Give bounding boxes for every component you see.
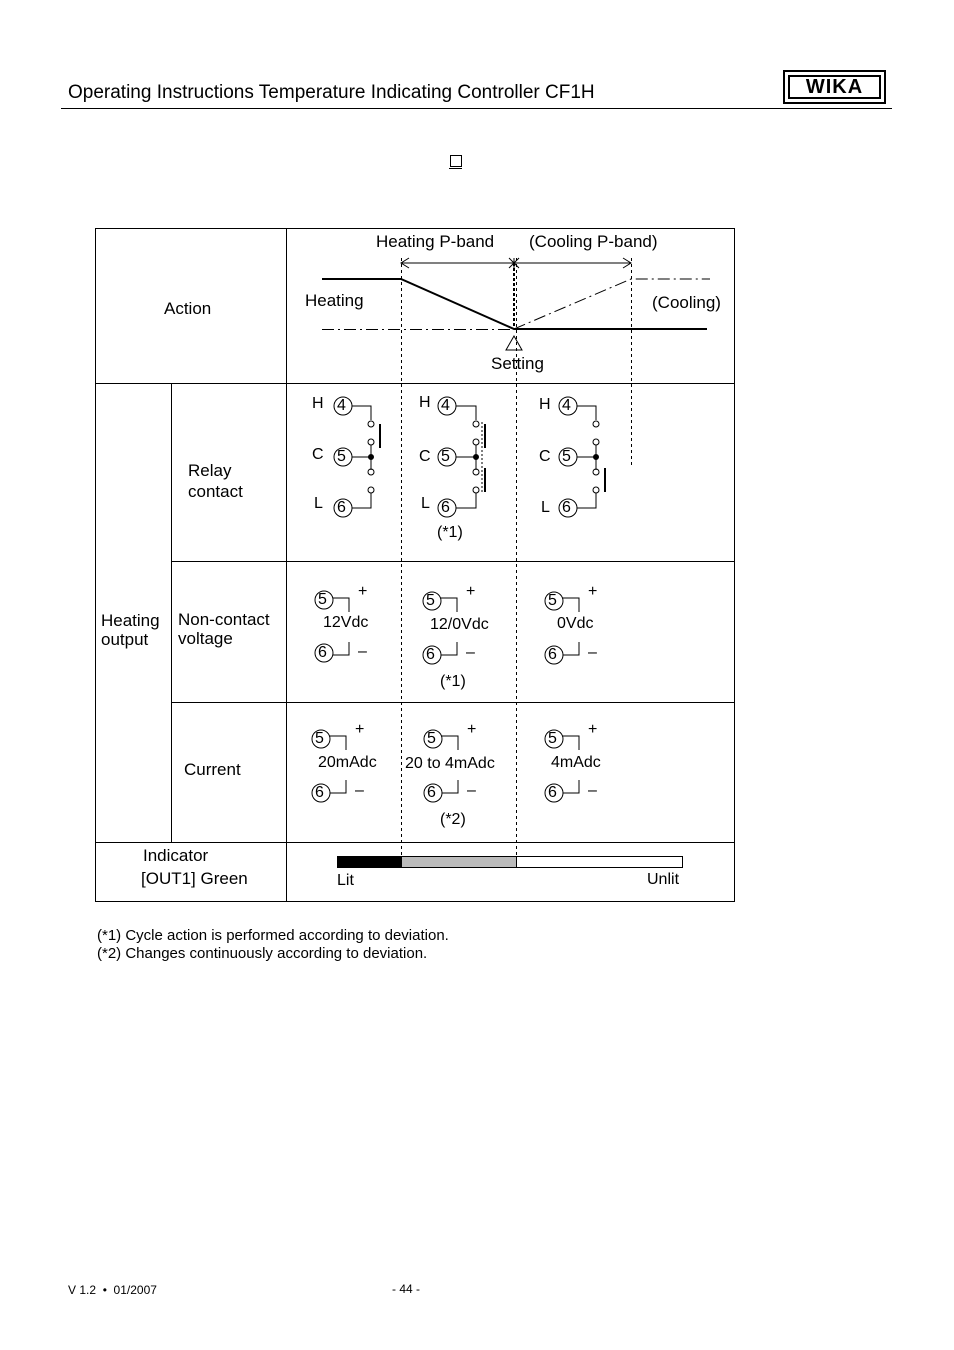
cooling-pband-label: (Cooling P-band) — [529, 232, 658, 251]
relay-note: (*1) — [437, 524, 463, 541]
voltage-value: 12/0Vdc — [430, 616, 489, 633]
heating-curve-label: Heating — [305, 291, 364, 310]
indicator-cycle-segment — [402, 857, 517, 868]
plus-sign: + — [588, 721, 598, 738]
terminal-6: 6 — [426, 646, 435, 663]
terminal-5: 5 — [337, 448, 346, 465]
minus-sign: – — [466, 644, 475, 661]
note-2: (*2) Changes continuously according to deviation. — [97, 945, 428, 962]
relay-contact-label: Relay contact — [188, 461, 243, 501]
terminal-h-label: H — [539, 396, 551, 413]
terminal-l-label: L — [314, 495, 323, 512]
terminal-h-label: H — [419, 394, 431, 411]
terminal-4: 4 — [337, 397, 346, 414]
terminal-6: 6 — [548, 784, 557, 801]
document-title: Operating Instructions Temperature Indicating Controller CF1H — [68, 82, 595, 103]
terminal-6: 6 — [441, 499, 450, 516]
terminal-4: 4 — [562, 397, 571, 414]
plus-sign: + — [467, 721, 477, 738]
terminal-c-label: C — [539, 448, 551, 465]
terminal-h-label: H — [312, 395, 324, 412]
current-label: Current — [184, 760, 241, 779]
terminal-6: 6 — [318, 644, 327, 661]
minus-sign: – — [588, 782, 597, 799]
indicator-lit-segment — [338, 857, 402, 868]
indicator-label: Indicator — [143, 846, 209, 865]
terminal-5: 5 — [318, 591, 327, 608]
logo-text: WIKA — [805, 75, 864, 98]
minus-sign: – — [355, 782, 364, 799]
unlit-label: Unlit — [647, 871, 680, 888]
note-1: (*1) Cycle action is performed according to deviation. — [97, 927, 449, 944]
plus-sign: + — [588, 583, 598, 600]
terminal-5: 5 — [441, 448, 450, 465]
terminal-5: 5 — [562, 448, 571, 465]
current-value: 20mAdc — [318, 754, 377, 771]
indicator-sublabel: [OUT1] Green — [141, 869, 248, 888]
minus-sign: – — [467, 782, 476, 799]
terminal-4: 4 — [441, 397, 450, 414]
cooling-curve-label: (Cooling) — [652, 293, 721, 312]
terminal-6: 6 — [562, 499, 571, 516]
terminal-l-label: L — [541, 499, 550, 516]
plus-sign: + — [355, 721, 365, 738]
plus-sign: + — [466, 583, 476, 600]
indicator-unlit-segment — [517, 857, 683, 868]
terminal-l-label: L — [421, 495, 430, 512]
lit-label: Lit — [337, 872, 354, 889]
terminal-6: 6 — [315, 784, 324, 801]
minus-sign: – — [358, 643, 367, 660]
terminal-6: 6 — [548, 646, 557, 663]
setting-label: Setting — [491, 354, 544, 373]
action-label: Action — [164, 299, 212, 318]
terminal-5: 5 — [548, 730, 557, 747]
non-contact-voltage-label: Non-contact voltage — [178, 610, 270, 648]
version-label: V 1.2 • 01/2007 — [68, 1283, 157, 1297]
current-note: (*2) — [440, 811, 466, 828]
terminal-5: 5 — [548, 592, 557, 609]
terminal-c-label: C — [312, 446, 324, 463]
voltage-value: 0Vdc — [557, 615, 594, 632]
page-number: - 44 - — [392, 1282, 421, 1296]
minus-sign: – — [588, 644, 597, 661]
heating-pband-label: Heating P-band — [376, 232, 495, 251]
terminal-6: 6 — [337, 499, 346, 516]
plus-sign: + — [358, 583, 368, 600]
heating-output-label: Heating output — [101, 611, 160, 649]
current-value: 20 to 4mAdc — [405, 755, 495, 772]
terminal-5: 5 — [427, 730, 436, 747]
current-value: 4mAdc — [551, 754, 601, 771]
voltage-value: 12Vdc — [323, 614, 369, 631]
terminal-5: 5 — [426, 592, 435, 609]
terminal-5: 5 — [315, 730, 324, 747]
terminal-6: 6 — [427, 784, 436, 801]
voltage-note: (*1) — [440, 673, 466, 690]
terminal-c-label: C — [419, 448, 431, 465]
